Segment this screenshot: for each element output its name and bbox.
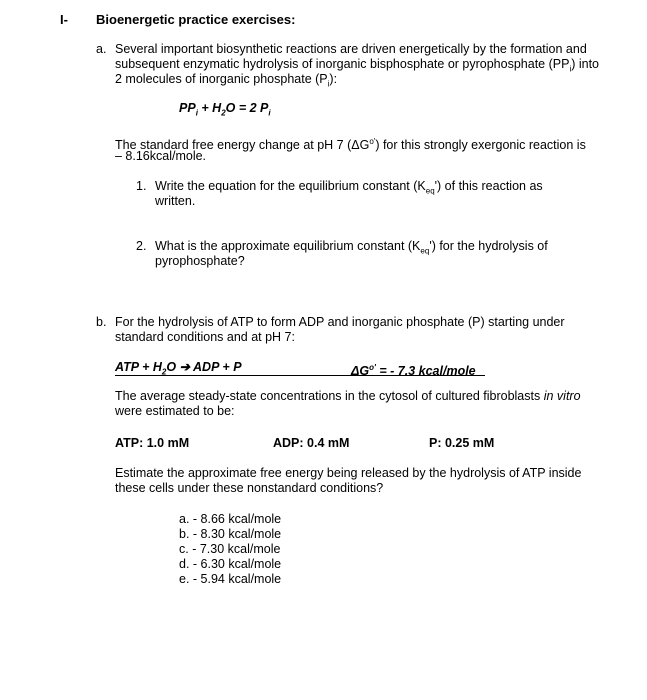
part-a-intro-line-1: Several important biosynthetic reactions are driven energetically by the formation and (115, 42, 587, 56)
part-a-intro-line-2: subsequent enzymatic hydrolysis of inorganic bisphosphate or pyrophosphate $(PP_i)$ into (115, 57, 600, 74)
atp-concentration: ATP: 1.0 mM (115, 436, 190, 450)
question-1-number: 1. (136, 179, 147, 193)
question-1-line-1: Write the equation for the equilibrium constant $(K_{eq}')$ of this reaction as (155, 179, 543, 196)
question-b-line-1: Estimate the approximate free energy being released by the hydrolysis of ATP inside (115, 466, 582, 480)
answer-option-a: a. - 8.66 kcal/mole (179, 512, 282, 526)
part-a-intro-line-3: 2 molecules of inorganic phosphate $(P_i)$: (115, 72, 338, 89)
p-concentration: P: 0.25 mM (429, 436, 495, 450)
part-b-intro-line-2: standard conditions and at pH 7: (115, 330, 295, 344)
answer-option-e: e. - 5.94 kcal/mole (179, 572, 282, 586)
pyrophosphate-equation: $PP_i + H_2O = 2$ $P_i$ (179, 101, 271, 118)
part-b-label: b. (96, 315, 107, 329)
question-1-line-2: written. (155, 194, 196, 208)
atp-delta-g: $\Delta G^{o'}$ = - 7.3 kcal/mole (351, 363, 476, 379)
answer-option-b: b. - 8.30 kcal/mole (179, 527, 282, 541)
question-2-line-2: pyrophosphate? (155, 254, 245, 268)
question-b-line-2: these cells under these nonstandard conditions? (115, 481, 384, 495)
section-numeral: I- (60, 12, 68, 27)
question-2-number: 2. (136, 239, 147, 253)
section-title: Bioenergetic practice exercises: (96, 12, 296, 27)
standard-free-energy-line-2: – 8.16kcal/mole. (115, 149, 207, 163)
answer-option-c: c. - 7.30 kcal/mole (179, 542, 281, 556)
answer-option-d: d. - 6.30 kcal/mole (179, 557, 282, 571)
concentrations-line-2: were estimated to be: (115, 404, 235, 418)
part-b-intro-line-1: For the hydrolysis of ATP to form ADP and inorganic phosphate (P) starting under (115, 315, 565, 329)
standard-free-energy-line-1: The standard free energy change at pH 7 $(\Delta G^{o'})$ for this strongly exergonic reaction is (115, 137, 586, 153)
atp-hydrolysis-equation: ATP + $H_2O$ ➔ ADP + P $\Delta G^{o'}$ = - 7.3 kcal/mole (115, 360, 485, 376)
concentrations-line-1: The average steady-state concentrations in the cytosol of cultured fibroblasts in vitro (115, 389, 581, 403)
part-a-label: a. (96, 42, 107, 56)
question-2-line-1: What is the approximate equilibrium constant $(K_{eq}')$ for the hydrolysis of (155, 239, 548, 256)
adp-concentration: ADP: 0.4 mM (273, 436, 350, 450)
